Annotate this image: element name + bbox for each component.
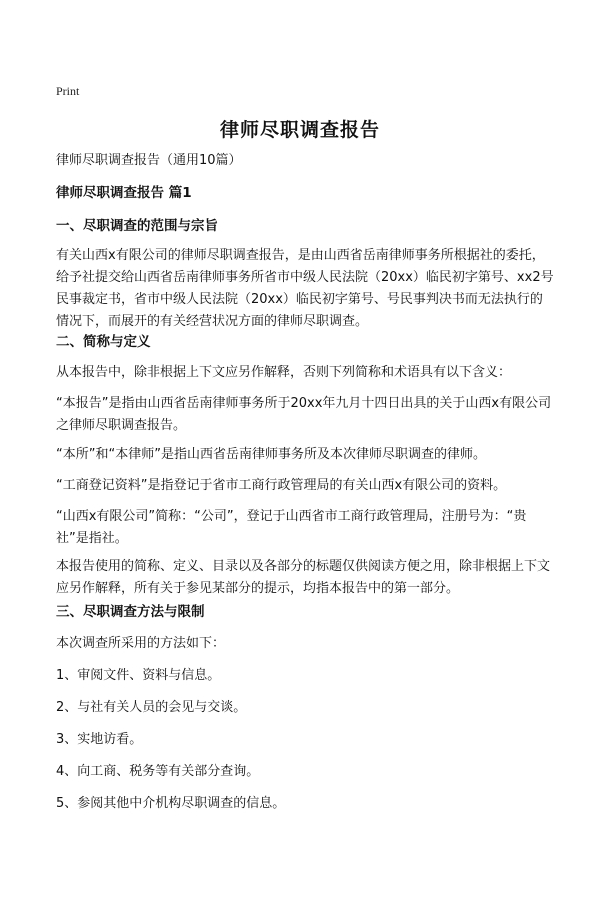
definition-firm: “本所”和“本律师”是指山西省岳南律师事务所及本次律师尽职调查的律师。	[56, 447, 486, 462]
method-item: 5、参阅其他中介机构尽职调查的信息。	[56, 796, 286, 811]
section-2-heading: 二、简称与定义	[56, 334, 151, 350]
definition-company: “山西x有限公司”简称：“公司”，登记于山西省市工商行政管理局，注册号为：“贵社”是指社。	[56, 509, 527, 546]
definition-report: “本报告”是指由山西省岳南律师事务所于20xx年九月十四日出具的关于山西x有限公司之律师尽职调查报告。	[56, 396, 552, 433]
section-1-paragraph: 有关山西x有限公司的律师尽职调查报告，是由山西省岳南律师事务所根据社的委托，给予社提交给山西省岳南律师事务所省市中级人民法院（20xx）临民初字第号、xx2号民事裁定书，省市中级人民法院（20xx）临民初字第号、号民事判决书而无法执行的情况下，而展开的有关经营状况方面的律师尽职调查。	[56, 248, 554, 329]
section-3-intro: 本次调查所采用的方法如下：	[56, 636, 226, 651]
method-item: 4、向工商、税务等有关部分查询。	[56, 764, 260, 779]
document-subtitle: 律师尽职调查报告（通用10篇）	[56, 153, 242, 168]
section-2-note: 本报告使用的简称、定义、目录以及各部分的标题仅供阅读方便之用，除非根据上下文应另作解释，所有关于参见某部分的提示，均指本报告中的第一部分。	[56, 559, 551, 596]
method-item: 3、实地访看。	[56, 732, 143, 747]
method-item: 2、与社有关人员的会见与交谈。	[56, 700, 247, 715]
section-2-intro: 从本报告中，除非根据上下文应另作解释，否则下列简称和术语具有以下含义：	[56, 365, 512, 380]
section-1-heading: 一、尽职调查的范围与宗旨	[56, 218, 218, 234]
section-3-heading: 三、尽职调查方法与限制	[56, 604, 205, 620]
definition-registration: “工商登记资料”是指登记于省市工商行政管理局的有关山西x有限公司的资料。	[56, 478, 507, 493]
print-label: Print	[56, 84, 80, 98]
piece-heading: 律师尽职调查报告 篇1	[56, 185, 192, 201]
page-title: 律师尽职调查报告	[219, 119, 380, 141]
method-item: 1、审阅文件、资料与信息。	[56, 668, 221, 683]
